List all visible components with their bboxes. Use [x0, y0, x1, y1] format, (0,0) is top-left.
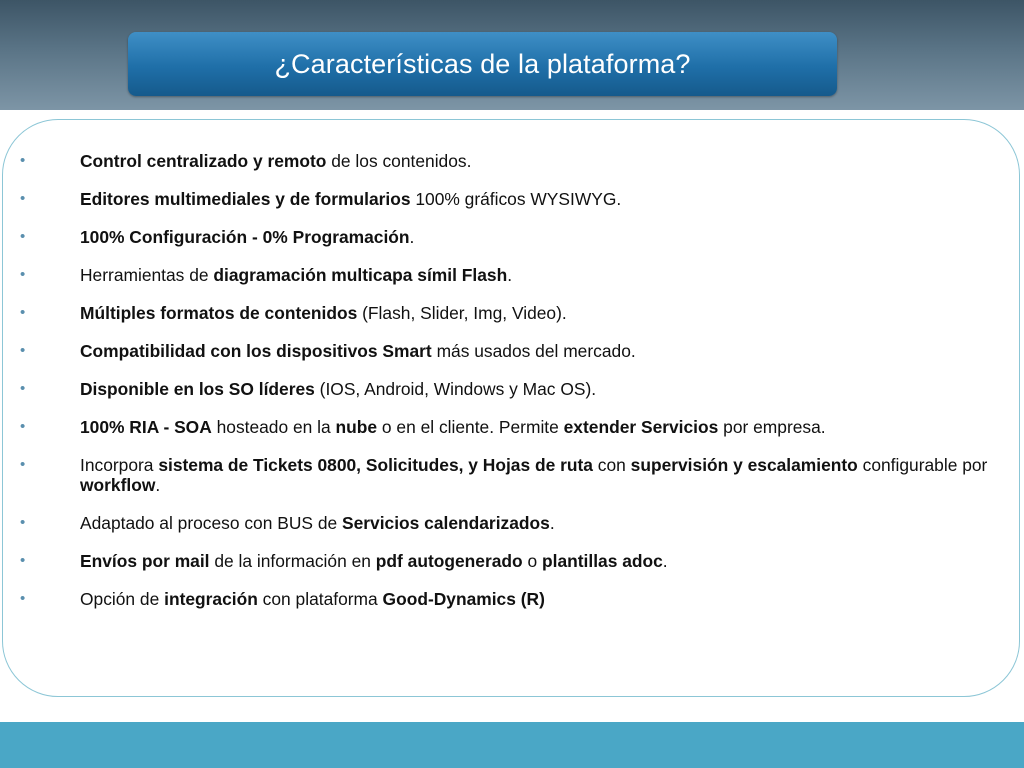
bullet-dot-icon: •	[20, 342, 26, 359]
list-item	[20, 151, 1010, 171]
bold-text: workflow	[80, 475, 156, 495]
bullet-dot-icon: •	[20, 590, 26, 607]
text: .	[507, 265, 513, 285]
bullet-dot-icon: •	[20, 456, 26, 473]
bullet-dot-icon: •	[20, 514, 26, 531]
bold-text: supervisión y escalamiento	[630, 455, 858, 475]
list-item	[20, 417, 1010, 437]
text: (IOS, Android, Windows y Mac OS).	[314, 379, 597, 399]
text: Herramientas de	[80, 265, 214, 285]
text: .	[662, 551, 668, 571]
bold-text: diagramación multicapa símil Flash	[213, 265, 508, 285]
bold-text: Envíos por mail	[80, 551, 210, 571]
list-item	[20, 379, 1010, 399]
text: por empresa.	[718, 417, 826, 437]
list-item	[20, 551, 1010, 571]
list-item	[20, 227, 1010, 247]
bullet-dot-icon: •	[20, 228, 26, 245]
bullet-dot-icon: •	[20, 552, 26, 569]
bullet-dot-icon: •	[20, 418, 26, 435]
list-item	[20, 265, 1010, 285]
bold-text: Editores multimediales y de formularios	[80, 189, 411, 209]
bold-text: pdf autogenerado	[375, 551, 523, 571]
text: (Flash, Slider, Img, Video).	[357, 303, 567, 323]
list-item	[20, 455, 1010, 495]
text: con plataforma	[257, 589, 383, 609]
text: .	[409, 227, 415, 247]
text: o	[522, 551, 542, 571]
bold-text: 100% RIA - SOA	[80, 417, 212, 437]
text: o en el cliente. Permite	[377, 417, 564, 437]
slide-title: ¿Características de la plataforma?	[274, 48, 691, 79]
text: .	[549, 513, 555, 533]
text: configurable por	[857, 455, 988, 475]
bold-text: Control centralizado y remoto	[80, 151, 327, 171]
bullet-dot-icon: •	[20, 152, 26, 169]
list-item	[20, 189, 1010, 209]
text: 100% gráficos WYSIWYG.	[410, 189, 622, 209]
bullet-dot-icon: •	[20, 304, 26, 321]
bold-text: 100% Configuración - 0% Programación	[80, 227, 410, 247]
bold-text: Servicios calendarizados	[342, 513, 550, 533]
text: más usados del mercado.	[431, 341, 636, 361]
text: con	[592, 455, 631, 475]
text: hosteado en la	[211, 417, 336, 437]
list-item	[20, 513, 1010, 533]
bold-text: sistema de Tickets 0800, Solicitudes, y Hojas de ruta	[158, 455, 593, 475]
bullet-dot-icon: •	[20, 380, 26, 397]
bold-text: plantillas adoc	[541, 551, 663, 571]
text: Opción de	[80, 589, 165, 609]
bold-text: integración	[164, 589, 258, 609]
bullet-dot-icon: •	[20, 190, 26, 207]
bullet-dot-icon: •	[20, 266, 26, 283]
bold-text: Compatibilidad con los dispositivos Smart	[80, 341, 432, 361]
bold-text: nube	[335, 417, 378, 437]
list-item	[20, 341, 1010, 361]
footer-band	[0, 722, 1024, 768]
text: de los contenidos.	[326, 151, 472, 171]
text: de la información en	[209, 551, 376, 571]
bold-text: Disponible en los SO líderes	[80, 379, 315, 399]
title-banner	[128, 32, 837, 96]
bold-text: extender Servicios	[563, 417, 719, 437]
list-item	[20, 303, 1010, 323]
bold-text: Good-Dynamics (R)	[382, 589, 545, 609]
list-item	[20, 589, 1010, 609]
text: Adaptado al proceso con BUS de	[80, 513, 342, 533]
text: .	[155, 475, 161, 495]
feature-list	[20, 151, 1010, 627]
bold-text: Múltiples formatos de contenidos	[80, 303, 358, 323]
text: Incorpora	[80, 455, 159, 475]
